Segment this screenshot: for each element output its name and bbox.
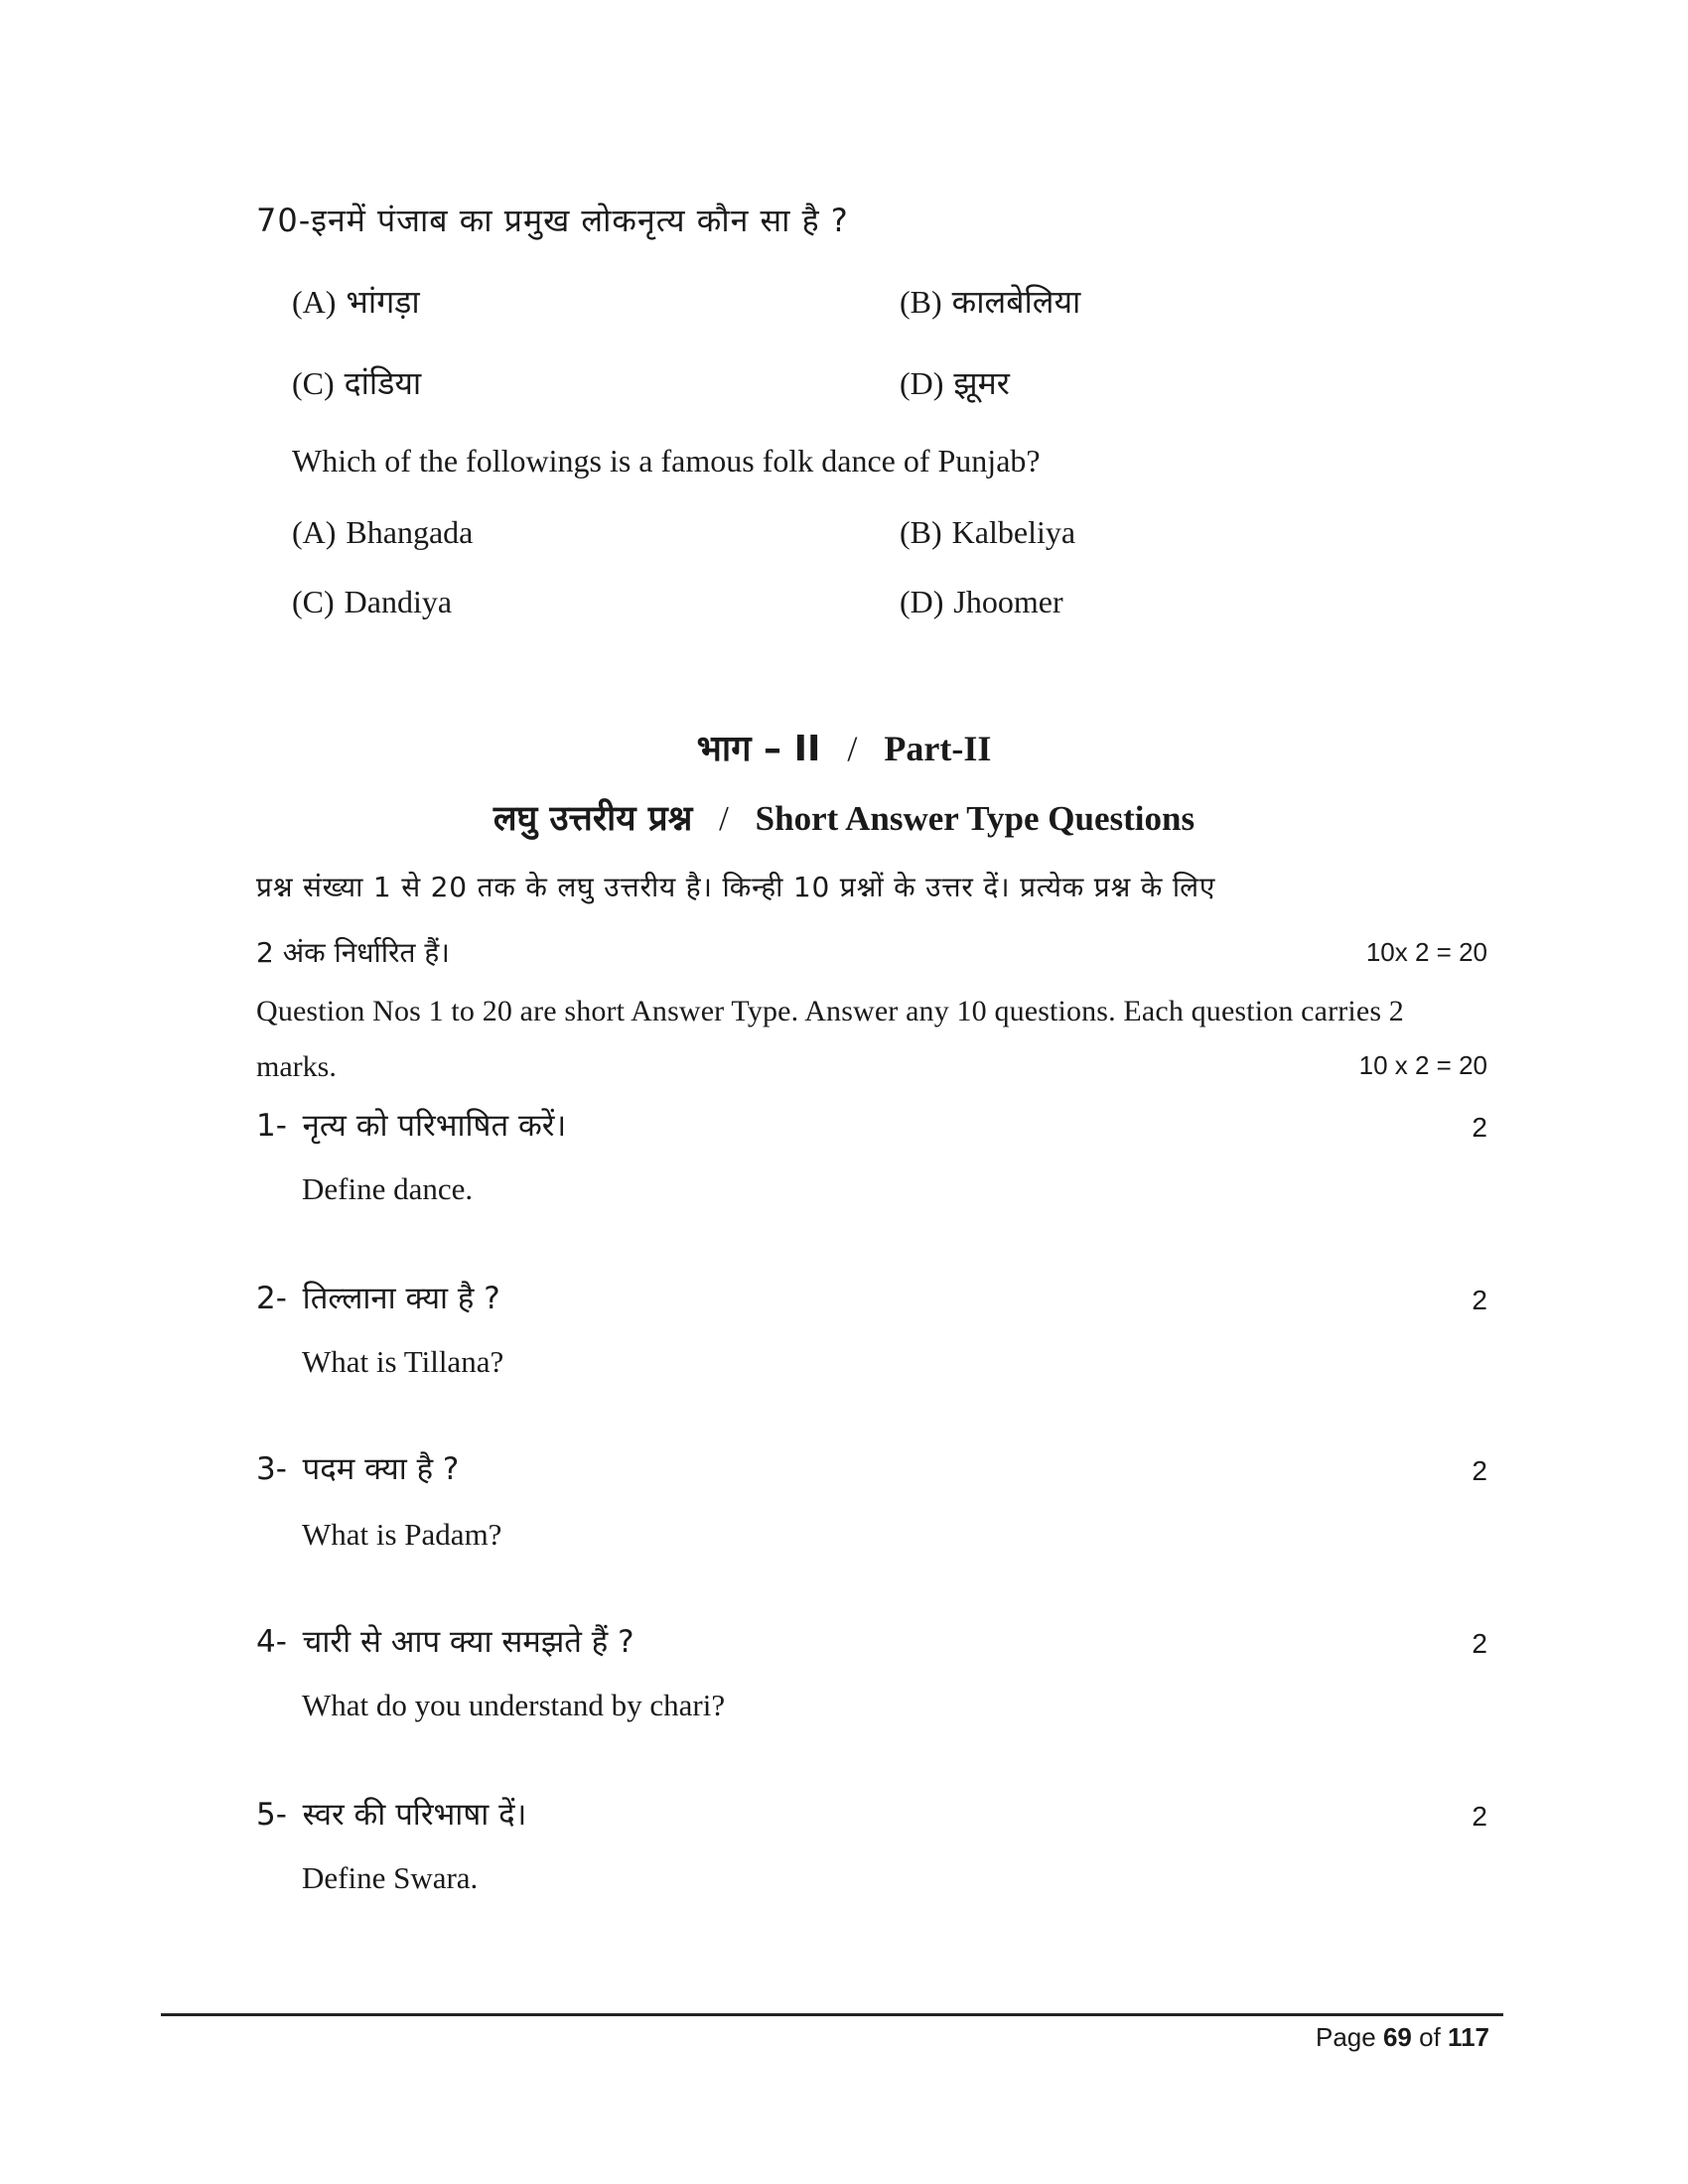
part-heading	[0, 723, 1688, 771]
question-3-english: What is Padam?	[302, 1517, 502, 1552]
total-pages: 117	[1448, 2022, 1489, 2052]
question-number: 2-	[256, 1281, 287, 1316]
option-text: Jhoomer	[953, 584, 1063, 619]
subheading-separator: /	[719, 799, 729, 838]
q70-option-d-english	[900, 584, 1063, 620]
question-2-english: What is Tillana?	[302, 1344, 504, 1379]
instructions-english-line1: Question Nos 1 to 20 are short Answer Type. Answer any 10 questions. Each question carries 2	[256, 995, 1404, 1027]
current-page: 69	[1382, 2022, 1412, 2052]
q70-option-a-hindi	[292, 280, 420, 323]
question-text-hindi: पदम क्या है ?	[302, 1451, 460, 1487]
instructions-english-line2: marks.	[256, 1050, 337, 1083]
question-number: 3-	[256, 1451, 287, 1487]
question-4-hindi	[256, 1620, 634, 1662]
question-4-english: What do you understand by chari?	[302, 1688, 726, 1722]
option-label: (B)	[900, 514, 942, 550]
q70-option-b-hindi	[900, 280, 1080, 323]
question-3-hindi	[256, 1447, 459, 1489]
page-word: Page	[1316, 2022, 1376, 2052]
question-text-hindi: चारी से आप क्या समझते हैं ?	[302, 1624, 634, 1660]
option-text: भांगड़ा	[346, 283, 420, 321]
option-label: (C)	[292, 584, 335, 619]
footer-divider	[161, 2013, 1503, 2016]
instructions-hindi-marks: 10x 2 = 20	[1365, 937, 1487, 967]
option-label: (C)	[292, 365, 335, 401]
part-heading-english: Part-II	[884, 729, 992, 768]
question-5-marks: 2	[1472, 1801, 1487, 1832]
option-text: कालबेलिया	[951, 283, 1081, 321]
option-text: दांडिया	[344, 364, 422, 402]
q70-option-a-english	[292, 514, 473, 551]
subheading-hindi: लघु उत्तरीय प्रश्न	[492, 799, 693, 839]
question-5-hindi	[256, 1793, 526, 1835]
option-label: (A)	[292, 284, 337, 320]
option-text: झूमर	[953, 364, 1010, 402]
q70-option-d-hindi	[900, 361, 1010, 404]
question-number: 5-	[256, 1797, 287, 1833]
question-text-hindi: तिल्लाना क्या है ?	[302, 1281, 500, 1316]
option-label: (B)	[900, 284, 942, 320]
q70-option-b-english	[900, 514, 1075, 551]
section-subheading	[0, 794, 1688, 841]
q70-option-c-english	[292, 584, 452, 620]
question-text-hindi: नृत्य को परिभाषित करें।	[302, 1108, 567, 1144]
q70-question-hindi: 70-इनमें पंजाब का प्रमुख लोकनृत्य कौन सा है ?	[256, 202, 849, 239]
instructions-hindi-line1: प्रश्न संख्या 1 से 20 तक के लघु उत्तरीय है। किन्ही 10 प्रश्नों के उत्तर दें। प्रत्येक प्रश्न के लिए	[256, 871, 1216, 903]
instructions-english-marks: 10 x 2 = 20	[1358, 1050, 1487, 1080]
part-heading-hindi: भाग – II	[696, 729, 821, 769]
instructions-hindi-line2: 2 अंक निर्धारित हैं।	[256, 936, 450, 969]
question-4-marks: 2	[1472, 1628, 1487, 1659]
question-2-marks: 2	[1472, 1285, 1487, 1315]
page-number	[1316, 2022, 1489, 2053]
q70-question-english: Which of the followings is a famous folk dance of Punjab?	[292, 443, 1041, 478]
question-2-hindi	[256, 1277, 500, 1318]
question-1-english: Define dance.	[302, 1171, 474, 1206]
option-text: Kalbeliya	[951, 514, 1076, 550]
part-heading-separator: /	[847, 729, 858, 768]
option-label: (D)	[900, 584, 944, 619]
option-label: (A)	[292, 514, 337, 550]
q70-option-c-hindi	[292, 361, 421, 404]
question-text-hindi: स्वर की परिभाषा दें।	[302, 1797, 527, 1833]
question-1-hindi	[256, 1104, 566, 1146]
question-1-marks: 2	[1472, 1112, 1487, 1143]
question-number: 4-	[256, 1624, 287, 1660]
option-label: (D)	[900, 365, 944, 401]
question-number: 1-	[256, 1108, 287, 1144]
option-text: Dandiya	[344, 584, 453, 619]
question-3-marks: 2	[1472, 1455, 1487, 1486]
question-5-english: Define Swara.	[302, 1860, 479, 1895]
of-word: of	[1419, 2022, 1441, 2052]
option-text: Bhangada	[346, 514, 474, 550]
subheading-english: Short Answer Type Questions	[755, 799, 1196, 838]
